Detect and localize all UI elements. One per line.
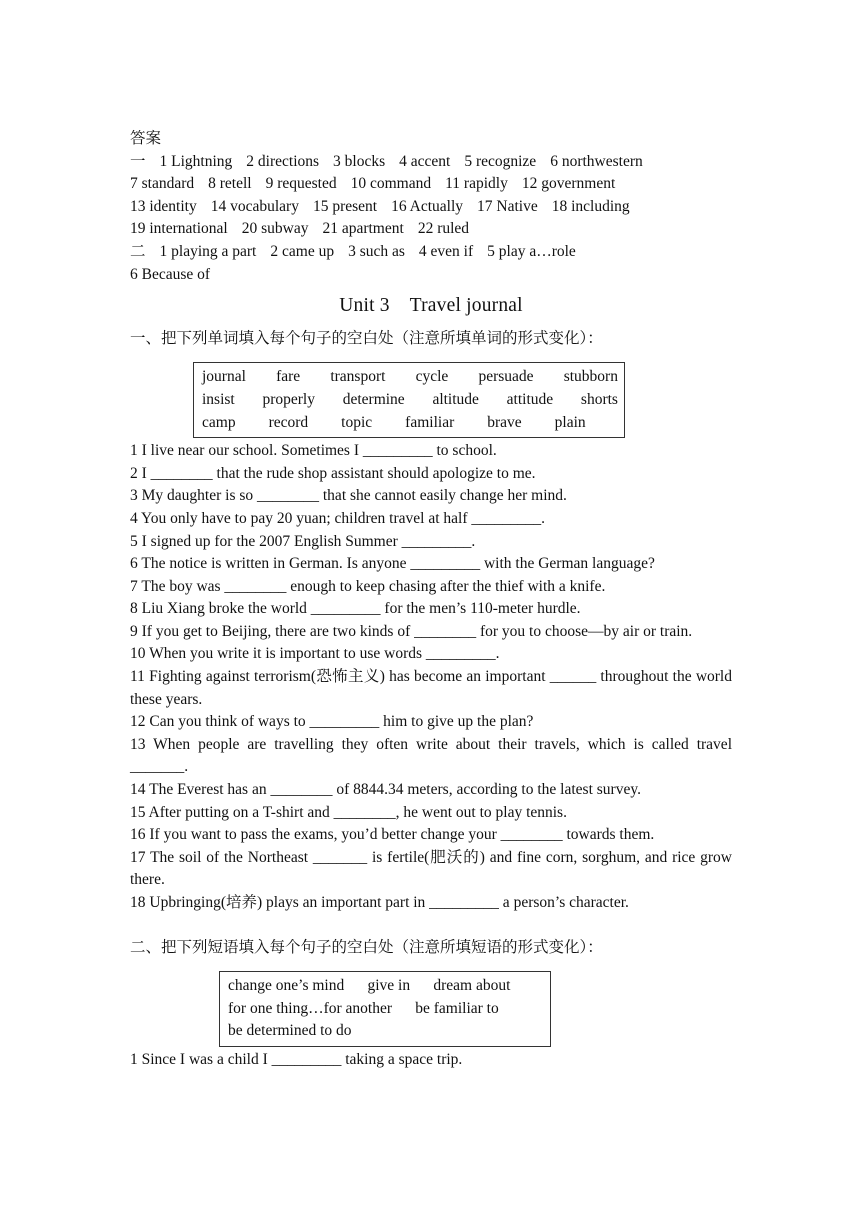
word-box <box>193 362 625 438</box>
part-label: 二 <box>130 242 146 260</box>
answer-row: 19 international 20 subway 21 apartment 22 ruled <box>130 220 470 238</box>
word: cycle <box>415 368 449 386</box>
question: 15 After putting on a T-shirt and ________, he went out to play tennis. <box>130 803 567 821</box>
word: brave <box>487 413 522 431</box>
section1-instruction: 一、把下列单词填入每个句子的空白处（注意所填单词的形式变化）： <box>130 329 603 347</box>
answers-heading: 答案 <box>130 130 162 147</box>
word: properly <box>262 390 315 408</box>
section2-instruction: 二、把下列短语填入每个句子的空白处（注意所填短语的形式变化）： <box>130 938 603 956</box>
phrase-box-row: for one thing…for another be familiar to <box>228 999 499 1017</box>
word: journal <box>202 368 246 386</box>
word-box-row <box>202 412 618 435</box>
question: 2 I ________ that the rude shop assistant should apologize to me. <box>130 464 536 482</box>
answer-row: 6 Because of <box>130 265 211 283</box>
word: transport <box>330 368 386 386</box>
phrase-box-row: be determined to do <box>228 1022 352 1040</box>
phrase-box <box>219 971 551 1047</box>
question: 3 My daughter is so ________ that she cannot easily change her mind. <box>130 487 567 505</box>
question: 1 I live near our school. Sometimes I _________ to school. <box>130 442 497 460</box>
question: 6 The notice is written in German. Is anyone _________ with the German language? <box>130 555 655 573</box>
word: camp <box>202 413 236 431</box>
word: plain <box>554 413 586 431</box>
question: 4 You only have to pay 20 yuan; children travel at half _________. <box>130 509 545 527</box>
word: persuade <box>478 368 534 386</box>
part-label: 一 <box>130 152 146 170</box>
question: 14 The Everest has an ________ of 8844.34 meters, according to the latest survey. <box>130 781 641 799</box>
question: 12 Can you think of ways to _________ him to give up the plan? <box>130 713 534 731</box>
word: record <box>268 413 309 431</box>
word: fare <box>276 368 301 386</box>
question: 13 When people are travelling they often write about their travels, which is called travel _______. <box>130 735 732 776</box>
answer-row: 13 identity 14 vocabulary 15 present 16 Actually 17 Native 18 including <box>130 197 630 215</box>
answer-row: 一 1 Lightning 2 directions 3 blocks 4 accent 5 recognize 6 northwestern <box>130 152 643 170</box>
word: topic <box>341 413 373 431</box>
word: determine <box>342 390 405 408</box>
word-box-row <box>202 366 618 389</box>
word: altitude <box>432 390 479 408</box>
question: 1 Since I was a child I _________ taking a space trip. <box>130 1050 463 1068</box>
question: 8 Liu Xiang broke the world _________ for the men’s 110-meter hurdle. <box>130 600 581 618</box>
word: insist <box>202 390 235 408</box>
question: 9 If you get to Beijing, there are two kinds of ________ for you to choose—by air or train. <box>130 622 693 640</box>
phrase-box-row: change one’s mind give in dream about <box>228 977 511 995</box>
question: 7 The boy was ________ enough to keep chasing after the thief with a knife. <box>130 577 606 595</box>
word: familiar <box>405 413 455 431</box>
word: shorts <box>580 390 618 408</box>
question: 16 If you want to pass the exams, you’d better change your ________ towards them. <box>130 826 655 844</box>
word: stubborn <box>563 368 618 386</box>
word: attitude <box>506 390 554 408</box>
question: 5 I signed up for the 2007 English Summer _________. <box>130 532 476 550</box>
document-page <box>130 128 732 1072</box>
question: 10 When you write it is important to use words _________. <box>130 645 500 663</box>
question: 17 The soil of the Northeast _______ is fertile(肥沃的) and fine corn, sorghum, and rice grow there. <box>130 848 732 889</box>
question: 11 Fighting against terrorism(恐怖主义) has become an important ______ throughout the world these years. <box>130 668 732 708</box>
answer-row: 二 1 playing a part 2 came up 3 such as 4 even if 5 play a…role <box>130 242 576 260</box>
word-box-row <box>202 389 618 412</box>
answer-row: 7 standard 8 retell 9 requested 10 command 11 rapidly 12 government <box>130 175 616 193</box>
unit-title: Unit 3 Travel journal <box>339 295 523 317</box>
question: 18 Upbringing(培养) plays an important part in _________ a person’s character. <box>130 894 629 911</box>
